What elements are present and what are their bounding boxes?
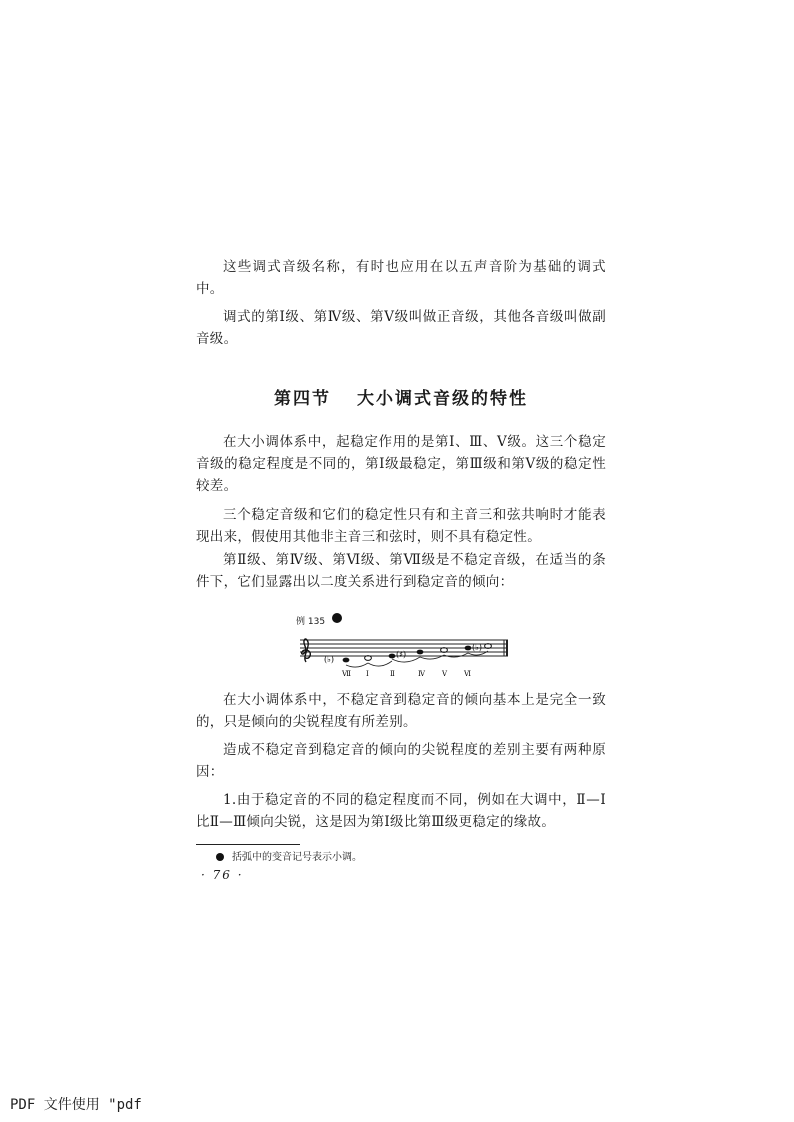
footnote-text: 括弧中的变音记号表示小调。 bbox=[232, 852, 362, 863]
tendency-arcs bbox=[346, 651, 488, 667]
degree-label: Ⅰ bbox=[366, 670, 369, 678]
degree-label: Ⅳ bbox=[418, 670, 425, 678]
section-number: 第四节 bbox=[274, 389, 331, 409]
degree-label: Ⅴ bbox=[442, 670, 448, 678]
music-staff bbox=[296, 632, 516, 678]
degree-label: Ⅶ bbox=[342, 670, 352, 678]
music-example bbox=[296, 610, 516, 680]
treble-clef-icon bbox=[302, 639, 311, 662]
paragraph-1: 这些调式音级名称，有时也应用在以五声音阶为基础的调式中。 bbox=[196, 259, 606, 297]
page-number: · 76 · bbox=[201, 868, 244, 882]
paragraph-5: 第Ⅱ级、第Ⅳ级、第Ⅵ级、第Ⅶ级是不稳定音级，在适当的条件下，它们显露出以二度关系进行到稳定音的倾向： bbox=[196, 552, 606, 590]
accidental-label: (♯) bbox=[396, 650, 407, 659]
footnote-divider bbox=[196, 844, 300, 845]
note bbox=[417, 650, 424, 655]
paragraph-6: 在大小调体系中，不稳定音到稳定音的倾向基本上是完全一致的，只是倾向的尖锐程度有所差别。 bbox=[196, 692, 606, 730]
accidental-label: (♭) bbox=[324, 655, 335, 664]
degree-label: Ⅵ bbox=[464, 670, 472, 678]
section-heading bbox=[196, 384, 606, 409]
paragraph-7: 造成不稳定音到稳定音的倾向的尖锐程度的差别主要有两种原因： bbox=[196, 742, 606, 780]
footnote-marker-icon bbox=[216, 853, 224, 861]
footnote-marker-icon bbox=[332, 613, 342, 623]
degree-label: Ⅱ bbox=[390, 670, 395, 678]
paragraph-4: 三个稳定音级和它们的稳定性只有和主音三和弦共响时才能表现出来，假使用其他非主音三和弦时，则不具有稳定性。 bbox=[196, 507, 606, 545]
paragraph-8: 1.由于稳定音的不同的稳定程度而不同，例如在大调中，Ⅱ—Ⅰ比Ⅱ—Ⅲ倾向尖锐，这是因为第Ⅰ级比第Ⅲ级更稳定的缘故。 bbox=[196, 792, 606, 830]
paragraph-2: 调式的第Ⅰ级、第Ⅳ级、第Ⅴ级叫做正音级，其他各音级叫做副音级。 bbox=[196, 309, 606, 347]
accidental-label: (♭) bbox=[472, 643, 483, 652]
paragraph-3: 在大小调体系中，起稳定作用的是第Ⅰ、Ⅲ、Ⅴ级。这三个稳定音级的稳定程度是不同的，第Ⅰ级最稳定，第Ⅲ级和第Ⅴ级的稳定性较差。 bbox=[196, 434, 606, 494]
footnote bbox=[216, 848, 362, 863]
note bbox=[343, 658, 350, 663]
section-title: 大小调式音级的特性 bbox=[357, 389, 528, 409]
note bbox=[389, 654, 396, 659]
example-label: 例 135 bbox=[296, 617, 326, 627]
pdf-watermark-text: PDF 文件使用 "pdf bbox=[10, 1097, 142, 1113]
note-group bbox=[343, 644, 492, 663]
note bbox=[465, 646, 472, 651]
